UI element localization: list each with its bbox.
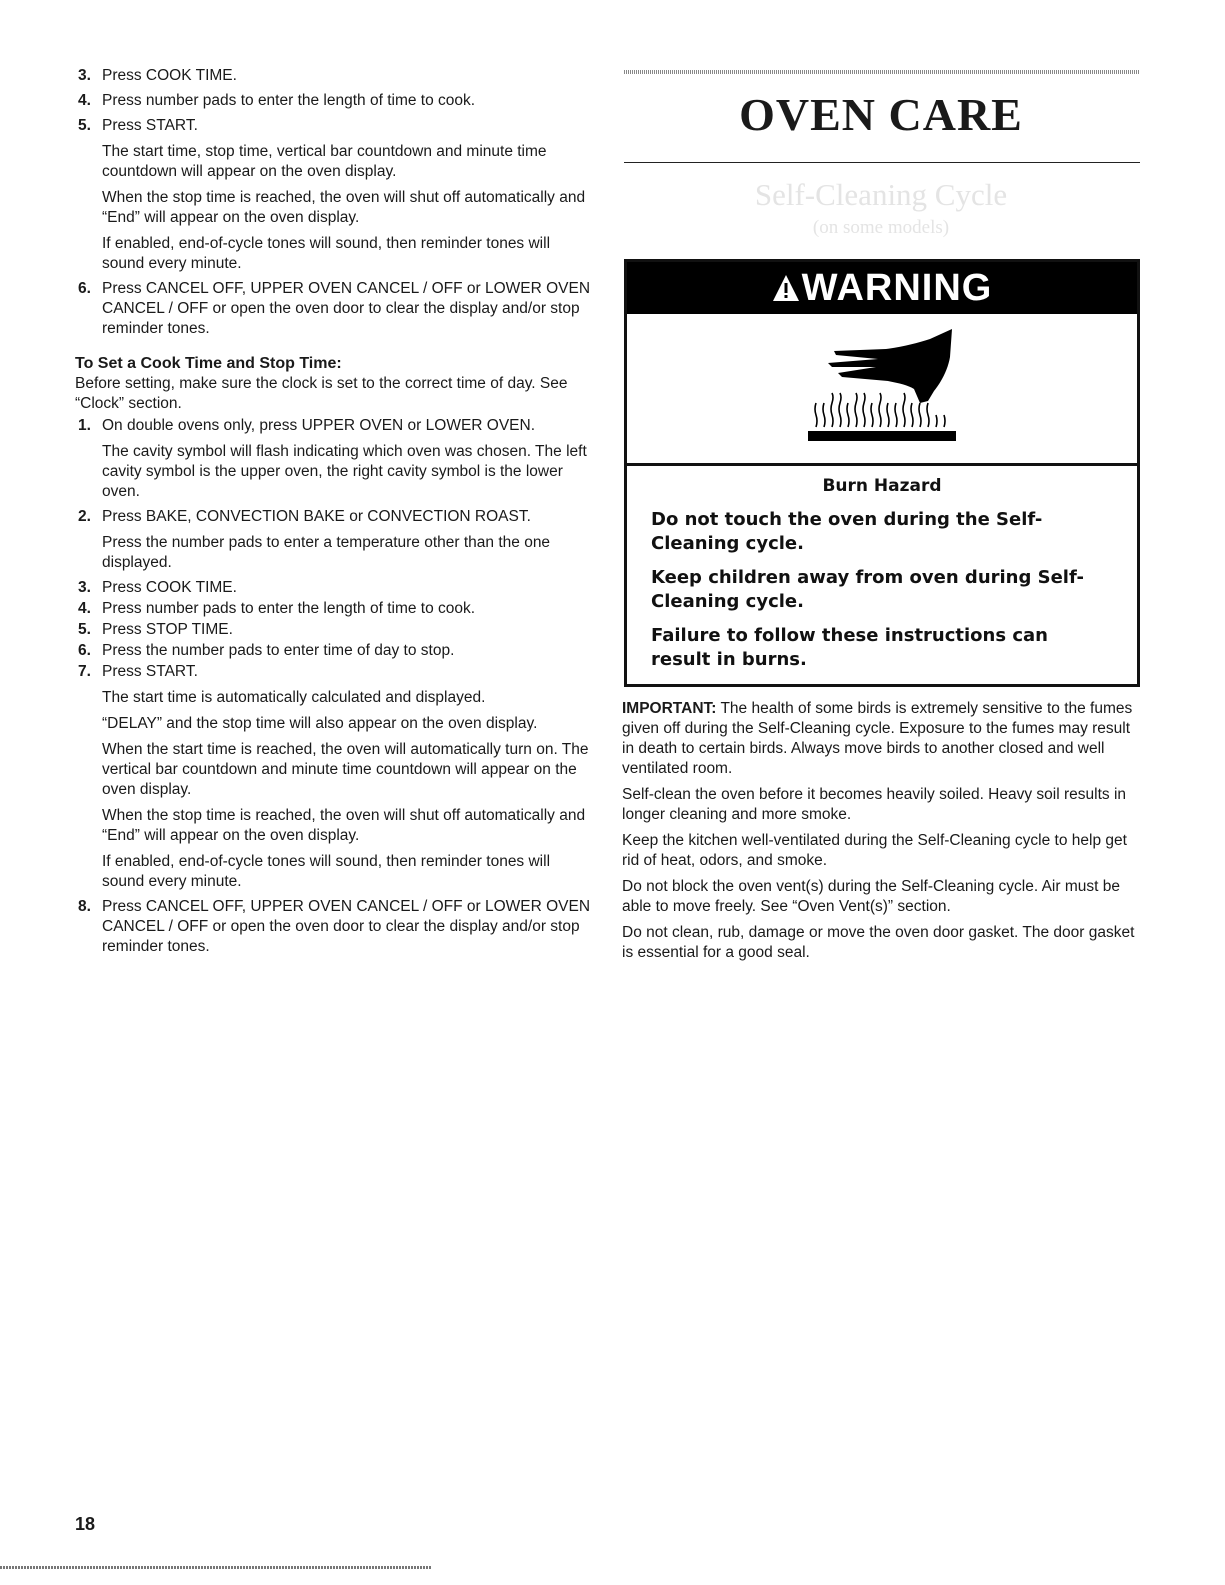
step-number: 4. [78, 92, 91, 109]
steps-list-cook-stop [75, 416, 595, 957]
step-note: If enabled, end-of-cycle tones will sound, then reminder tones will sound every minute. [102, 853, 551, 890]
list-item [75, 66, 595, 86]
section-subheading-note: (on some models) [812, 217, 950, 238]
step-text: Press COOK TIME. [102, 67, 237, 84]
list-item [75, 578, 595, 598]
step-note: Press the number pads to enter a temperature other than the one displayed. [102, 534, 551, 571]
list-item [75, 620, 595, 640]
step-number: 5. [78, 117, 91, 134]
step-note: If enabled, end-of-cycle tones will sound, then reminder tones will sound every minute. [102, 235, 551, 272]
step-text: Press number pads to enter the length of time to cook. [102, 92, 476, 109]
warning-instruction: Keep children away from oven during Self-Cleaning cycle. [651, 567, 1084, 612]
section-heading: To Set a Cook Time and Stop Time: [75, 355, 342, 372]
step-text: Press COOK TIME. [102, 579, 237, 596]
warning-label: WARNING [801, 266, 993, 309]
burn-hazard-graphic [627, 314, 1137, 466]
step-text: On double ovens only, press UPPER OVEN or LOWER OVEN. [102, 417, 536, 434]
step-note: The start time, stop time, vertical bar countdown and minute time countdown will appear on the oven display. [102, 143, 547, 180]
warning-header [627, 262, 1137, 314]
step-number: 8. [78, 898, 91, 915]
left-column [75, 66, 595, 958]
warning-instruction: Do not touch the oven during the Self-Cleaning cycle. [651, 509, 1043, 554]
step-text: Press CANCEL OFF, UPPER OVEN CANCEL / OFF or LOWER OVEN CANCEL / OFF or open the oven door to clear the display and/or stop reminder tones. [102, 280, 591, 337]
list-item [75, 116, 595, 274]
section-intro: Before setting, make sure the clock is set to the correct time of day. See “Clock” section. [75, 375, 568, 412]
step-text: Press START. [102, 117, 198, 134]
list-item [75, 897, 595, 957]
body-paragraph: Keep the kitchen well-ventilated during the Self-Cleaning cycle to help get rid of heat, odors, and smoke. [622, 832, 1127, 869]
step-number: 7. [78, 663, 91, 680]
body-paragraph: Do not clean, rub, damage or move the oven door gasket. The door gasket is essential for a good seal. [622, 924, 1135, 961]
step-number: 1. [78, 417, 91, 434]
step-number: 6. [78, 280, 91, 297]
step-text: Press BAKE, CONVECTION BAKE or CONVECTION ROAST. [102, 508, 531, 525]
step-number: 4. [78, 600, 91, 617]
step-text: Press CANCEL OFF, UPPER OVEN CANCEL / OFF or LOWER OVEN CANCEL / OFF or open the oven door to clear the display and/or stop reminder tones. [102, 898, 591, 955]
important-paragraph [622, 699, 1140, 779]
body-text [622, 699, 1140, 963]
step-note: The cavity symbol will flash indicating which oven was chosen. The left cavity symbol is the upper oven, the right cavity symbol is the lower oven. [102, 443, 587, 500]
header-dotted-rule [624, 70, 1140, 74]
step-text: Press START. [102, 663, 198, 680]
warning-text [627, 466, 1137, 684]
step-number: 6. [78, 642, 91, 659]
section-subheading: Self-Cleaning Cycle [754, 177, 1008, 212]
right-column [622, 70, 1140, 969]
step-text: Press STOP TIME. [102, 621, 233, 638]
body-paragraph: Self-clean the oven before it becomes heavily soiled. Heavy soil results in longer cleaning and more smoke. [622, 786, 1127, 823]
step-text: Press number pads to enter the length of time to cook. [102, 600, 476, 617]
warning-box [624, 259, 1140, 687]
step-note: When the stop time is reached, the oven will shut off automatically and “End” will appear on the oven display. [102, 807, 586, 844]
footer-dotted-rule [0, 1566, 432, 1569]
step-number: 3. [78, 67, 91, 84]
important-label: IMPORTANT: [622, 700, 717, 717]
page-number: 18 [75, 1514, 96, 1534]
list-item [75, 279, 595, 339]
list-item [75, 641, 595, 661]
step-note: When the start time is reached, the oven will automatically turn on. The vertical bar countdown and minute time countdown will appear on the oven display. [102, 741, 589, 798]
title-divider [624, 162, 1140, 163]
important-text: The health of some birds is extremely sensitive to the fumes given off during the Self-Cleaning cycle. Exposure to the fumes may result in death to certain birds. Always move birds to another closed and well ventilated room. [622, 700, 1133, 777]
steps-list-continued [75, 66, 595, 339]
body-paragraph: Do not block the oven vent(s) during the Self-Cleaning cycle. Air must be able to move freely. See “Oven Vent(s)” section. [622, 878, 1120, 915]
step-note: The start time is automatically calculated and displayed. [102, 689, 486, 706]
step-note: When the stop time is reached, the oven will shut off automatically and “End” will appear on the oven display. [102, 189, 586, 226]
hand-over-heat-icon [802, 329, 962, 449]
step-number: 2. [78, 508, 91, 525]
page-title: OVEN CARE [739, 89, 1023, 140]
list-item [75, 91, 595, 111]
list-item [75, 662, 595, 892]
list-item [75, 416, 595, 502]
step-number: 5. [78, 621, 91, 638]
step-number: 3. [78, 579, 91, 596]
step-text: Press the number pads to enter time of day to stop. [102, 642, 455, 659]
hazard-name: Burn Hazard [822, 476, 942, 496]
warning-instruction: Failure to follow these instructions can result in burns. [651, 625, 1048, 670]
list-item [75, 507, 595, 573]
list-item [75, 599, 595, 619]
warning-triangle-icon [772, 273, 800, 303]
step-note: “DELAY” and the stop time will also appear on the oven display. [102, 715, 538, 732]
